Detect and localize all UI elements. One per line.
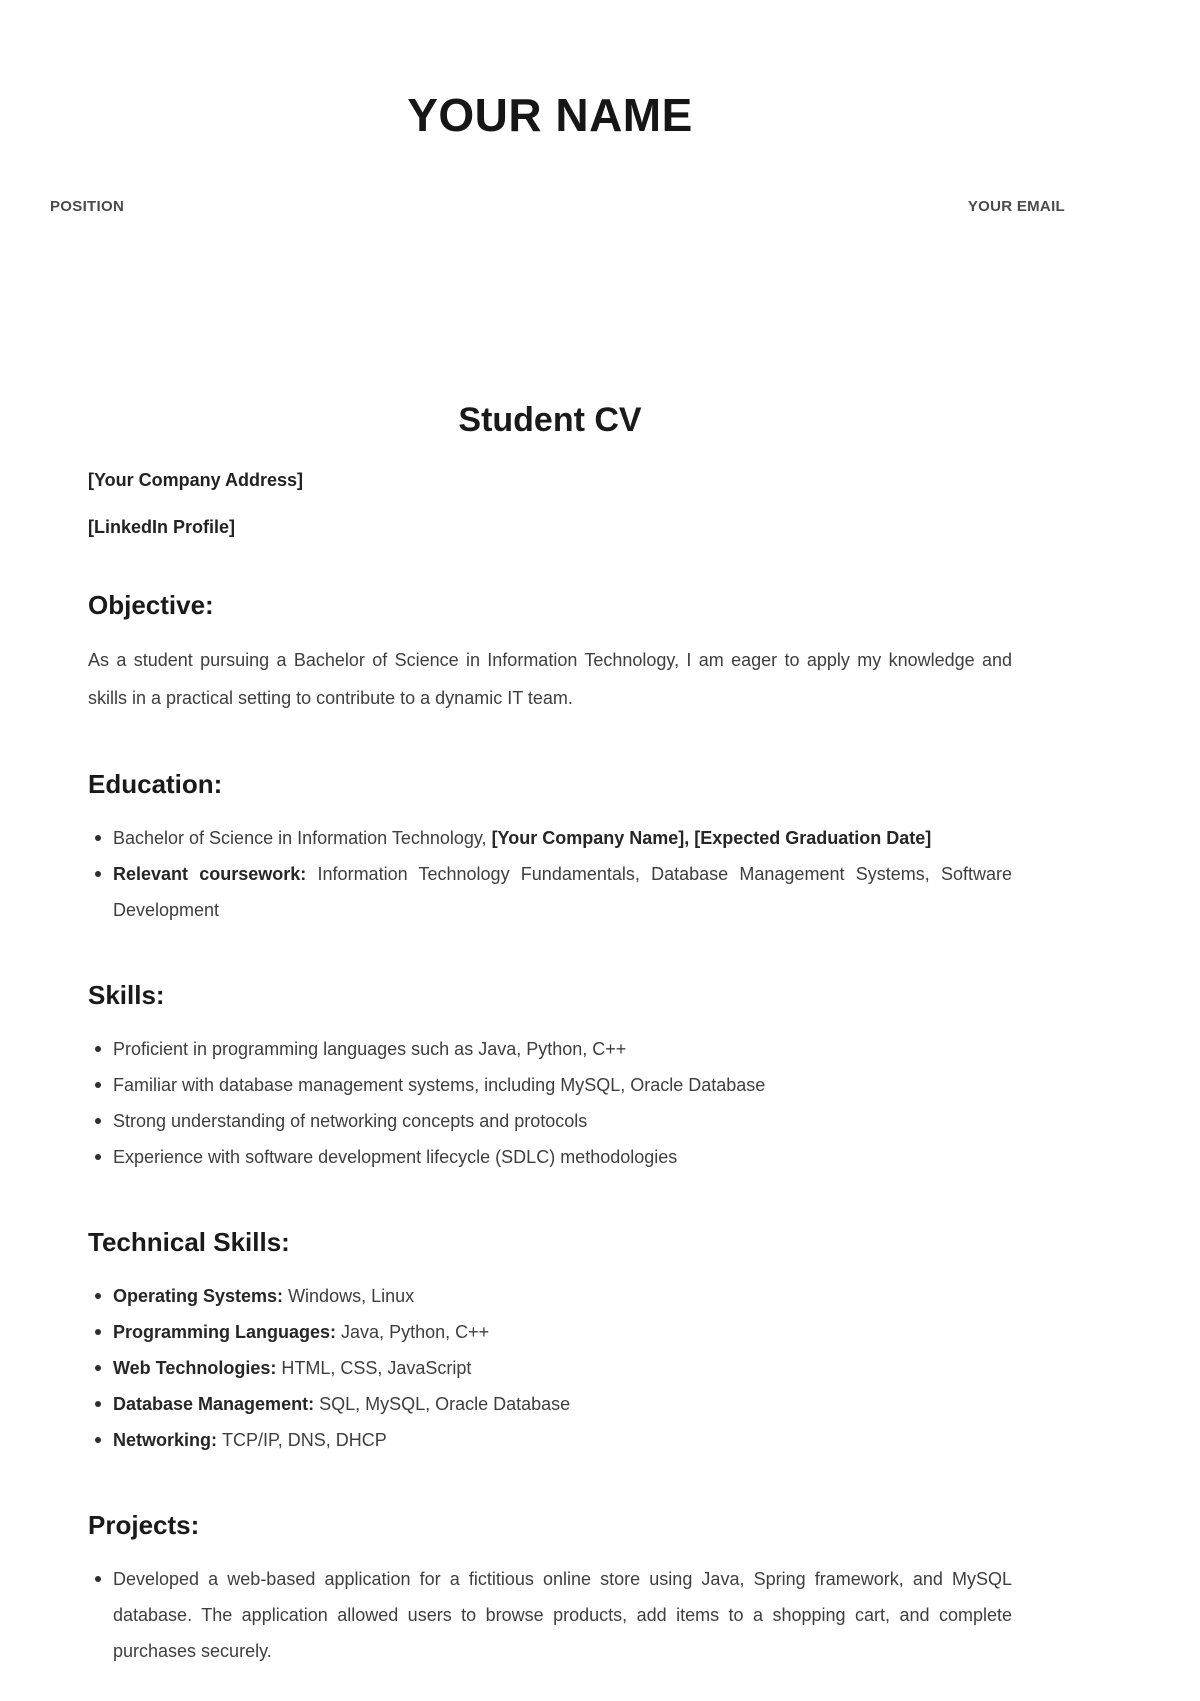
technical-skills-list — [88, 1278, 1012, 1458]
list-item: Proficient in programming languages such as Java, Python, C++ — [88, 1031, 1012, 1067]
list-item: Familiar with database management systems, including MySQL, Oracle Database — [88, 1067, 1012, 1103]
skills-heading: Skills: — [88, 980, 165, 1010]
document-title: Student CV — [458, 401, 642, 439]
list-item: Operating Systems: Windows, Linux — [88, 1278, 1012, 1314]
list-item: Networking: TCP/IP, DNS, DHCP — [88, 1422, 1012, 1458]
section-skills — [88, 980, 1012, 1175]
list-item: Relevant coursework: Information Technology Fundamentals, Database Management Systems, Software Development — [88, 856, 1012, 928]
list-item: Programming Languages: Java, Python, C++ — [88, 1314, 1012, 1350]
linkedin-profile-line: [LinkedIn Profile] — [88, 517, 236, 537]
projects-heading: Projects: — [88, 1510, 200, 1540]
projects-list — [88, 1561, 1012, 1669]
document-body — [88, 401, 1012, 1669]
objective-heading: Objective: — [88, 590, 214, 620]
company-address-line: [Your Company Address] — [88, 470, 304, 490]
section-objective — [88, 590, 1012, 717]
email-label: YOUR EMAIL — [967, 198, 1065, 215]
list-item: Strong understanding of networking concepts and protocols — [88, 1103, 1012, 1139]
list-item: Developed a web-based application for a fictitious online store using Java, Spring framework, and MySQL database. The application allowed users to browse products, add items to a shopping cart, and complete purchases securely. — [88, 1561, 1012, 1669]
technical-skills-heading: Technical Skills: — [88, 1227, 290, 1257]
list-item: Database Management: SQL, MySQL, Oracle Database — [88, 1386, 1012, 1422]
skills-list — [88, 1031, 1012, 1175]
person-name-heading: YOUR NAME — [407, 89, 693, 141]
list-item: Web Technologies: HTML, CSS, JavaScript — [88, 1350, 1012, 1386]
education-heading: Education: — [88, 769, 223, 799]
list-item: Experience with software development lifecycle (SDLC) methodologies — [88, 1139, 1012, 1175]
section-education — [88, 769, 1012, 928]
education-list — [88, 820, 1012, 928]
list-item: Bachelor of Science in Information Technology, [Your Company Name], [Expected Graduation Date] — [88, 820, 1012, 856]
section-projects — [88, 1510, 1012, 1669]
objective-text: As a student pursuing a Bachelor of Science in Information Technology, I am eager to apply my knowledge and skills in a practical setting to contribute to a dynamic IT team. — [88, 650, 1012, 708]
header-meta-row — [0, 198, 1200, 215]
position-label: POSITION — [50, 198, 125, 215]
section-technical-skills — [88, 1227, 1012, 1458]
